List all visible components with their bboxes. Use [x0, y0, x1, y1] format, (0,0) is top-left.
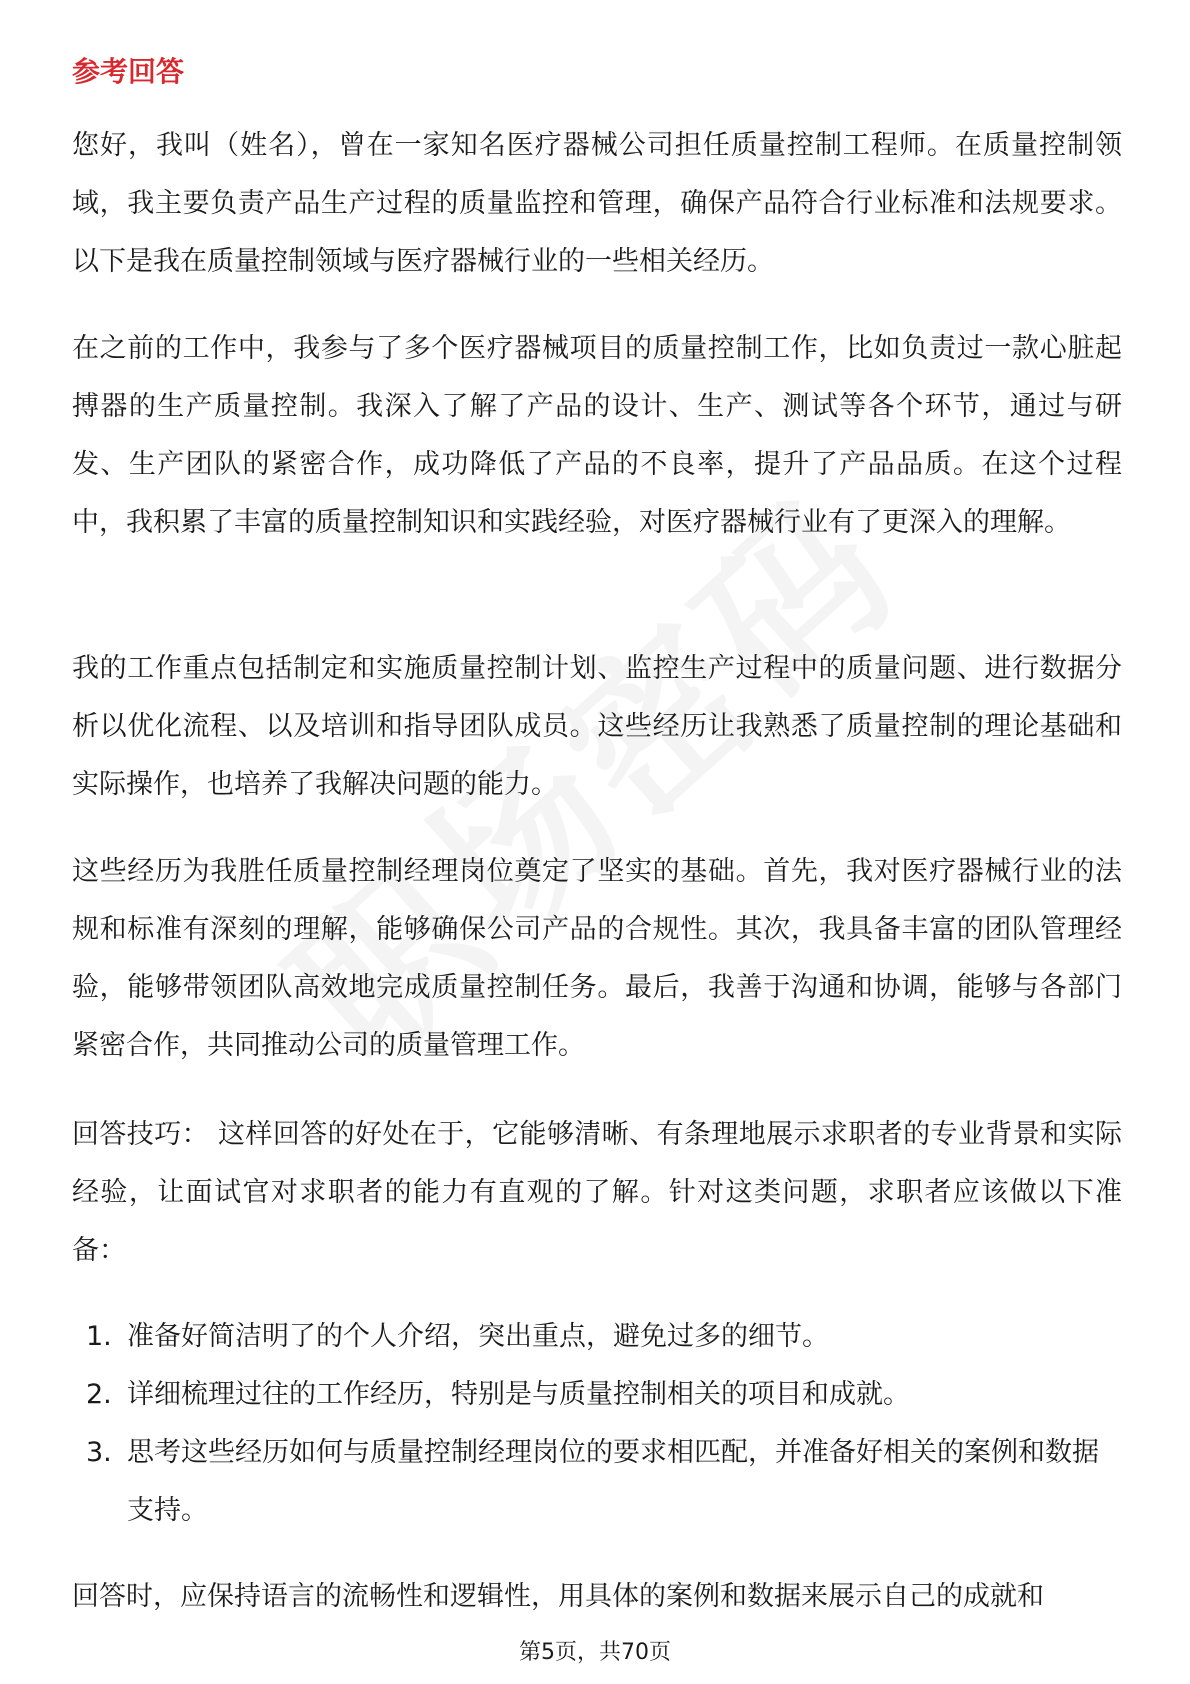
list-item [72, 1424, 1122, 1540]
closing-paragraph: 回答时，应保持语言的流畅性和逻辑性，用具体的案例和数据来展示自己的成就和 [72, 1581, 1044, 1612]
section-heading: 参考回答 [72, 55, 185, 88]
list-item-number: 2. [86, 1379, 112, 1410]
list-item [72, 1366, 1122, 1424]
tips-list [72, 1308, 1122, 1540]
list-item-text: 详细梳理过往的工作经历，特别是与质量控制相关的项目和成就。 [127, 1379, 910, 1410]
list-item-number: 1. [86, 1321, 112, 1352]
list-item-text: 准备好简洁明了的个人介绍，突出重点，避免过多的细节。 [127, 1321, 829, 1352]
tips-paragraph: 回答技巧： 这样回答的好处在于，它能够清晰、有条理地展示求职者的专业背景和实际经验，让面试官对求职者的能力有直观的了解。针对这类问题，求职者应该做以下准备： [72, 1119, 1122, 1266]
page-number: 第5页，共70页 [519, 1640, 671, 1665]
answer-paragraph-focus: 我的工作重点包括制定和实施质量控制计划、监控生产过程中的质量问题、进行数据分析以优化流程、以及培训和指导团队成员。这些经历让我熟悉了质量控制的理论基础和实际操作，也培养了我解决问题的能力。 [72, 653, 1122, 800]
answer-paragraph-intro: 您好，我叫（姓名），曾在一家知名医疗器械公司担任质量控制工程师。在质量控制领域，我主要负责产品生产过程的质量监控和管理，确保产品符合行业标准和法规要求。以下是我在质量控制领域与医疗器械行业的一些相关经历。 [72, 130, 1122, 277]
list-item [72, 1308, 1122, 1366]
answer-paragraph-qualification: 这些经历为我胜任质量控制经理岗位奠定了坚实的基础。首先，我对医疗器械行业的法规和标准有深刻的理解，能够确保公司产品的合规性。其次，我具备丰富的团队管理经验，能够带领团队高效地完成质量控制任务。最后，我善于沟通和协调，能够与各部门紧密合作，共同推动公司的质量管理工作。 [72, 856, 1122, 1061]
list-item-text: 思考这些经历如何与质量控制经理岗位的要求相匹配，并准备好相关的案例和数据支持。 [127, 1437, 1099, 1526]
answer-paragraph-experience: 在之前的工作中，我参与了多个医疗器械项目的质量控制工作，比如负责过一款心脏起搏器的生产质量控制。我深入了解了产品的设计、生产、测试等各个环节，通过与研发、生产团队的紧密合作，成功降低了产品的不良率，提升了产品品质。在这个过程中，我积累了丰富的质量控制知识和实践经验，对医疗器械行业有了更深入的理解。 [72, 333, 1122, 538]
list-item-number: 3. [86, 1437, 112, 1468]
